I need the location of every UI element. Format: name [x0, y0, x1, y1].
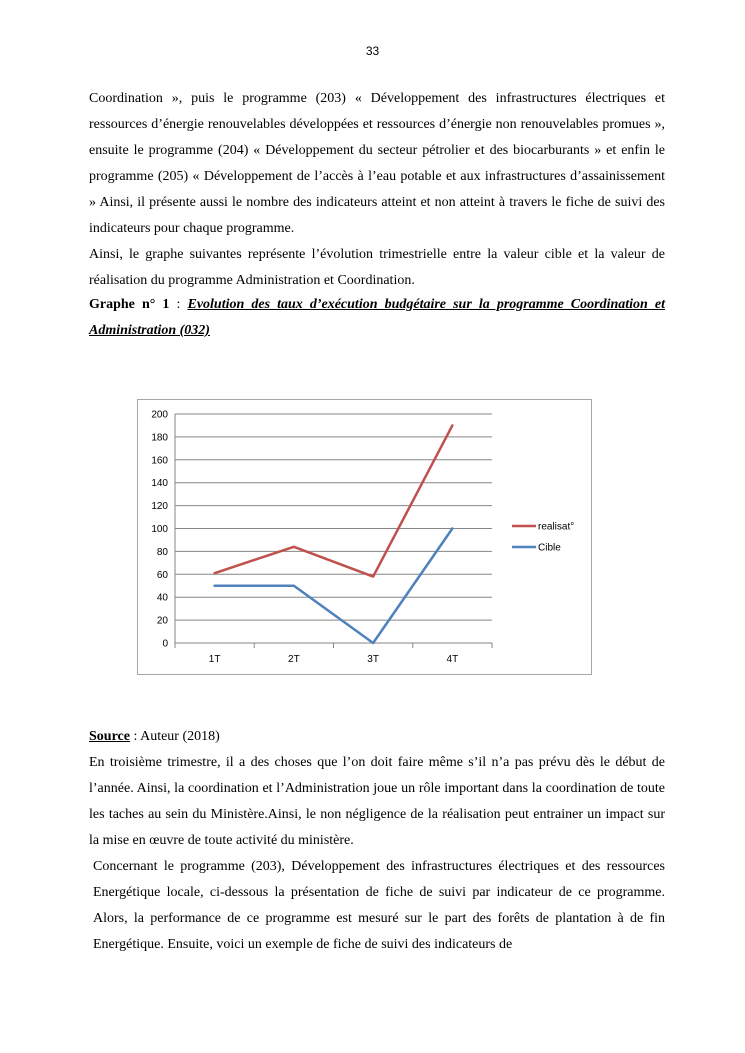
legend-label: Cible [538, 542, 561, 554]
y-tick-label: 180 [151, 432, 168, 444]
chart-canvas [138, 400, 593, 676]
y-tick-label: 20 [156, 615, 168, 627]
paragraph-3: En troisième trimestre, il a des choses que l’on doit faire même s’il n’a pas prévu dès le début de l’année. Ainsi, la coordination et l’Administration joue un rôle important dans la coordination de toute les taches au sein du Ministère.Ainsi, le non négligence de la réalisation peut entrainer un impact sur la mise en œuvre de toute activité du ministère. [89, 755, 665, 848]
y-tick-label: 100 [151, 524, 168, 535]
x-tick-label: 2T [288, 654, 300, 665]
series-line-cible [215, 529, 453, 644]
caption-title: Evolution des taux d’exécution budgétaire sur la programme Coordination et Administration (032) [89, 297, 665, 338]
y-tick-label: 80 [156, 546, 168, 558]
source-text: : Auteur (2018) [129, 729, 220, 744]
source-label: Source [89, 729, 130, 744]
paragraph-2: Ainsi, le graphe suivantes représente l’évolution trimestrielle entre la valeur cible et la valeur de réalisation du programme Administration et Coordination. [89, 247, 665, 288]
x-tick-label: 3T [367, 654, 379, 665]
page-number: 33 [365, 44, 380, 58]
x-tick-label: 4T [446, 654, 459, 665]
y-tick-label: 160 [151, 455, 168, 467]
y-tick-label: 140 [151, 478, 168, 490]
y-tick-label: 60 [156, 569, 168, 581]
caption-label: Graphe n° 1 [89, 297, 170, 312]
legend-label: realisat° [538, 521, 575, 533]
y-tick-label: 40 [156, 592, 168, 604]
figure-caption [89, 292, 665, 344]
paragraph-4: Concernant le programme (203), Développement des infrastructures électriques et des ressources Energétique locale, ci-dessous la présentation de fiche de suivi par indicateur de ce programme. Alors, la performance de ce programme est mesuré sur le part des forêts de plantation à de fin Energétique. Ensuite, voici un exemple de fiche de suivi des indicateurs de [93, 859, 665, 952]
paragraph-1: Coordination », puis le programme (203) « Développement des infrastructures électriques et ressources d’énergie renouvelables développées et ressources d’énergie non renouvelables promues », ensuite le programme (204) « Développement du secteur pétrolier et des biocarburants » et enfin le programme (205) « Développement de l’accès à l’eau potable et aux infrastructures d’assainissement » Ainsi, il présente aussi le nombre des indicateurs atteint et non atteint à travers le fiche de suivi des indicateurs pour chaque programme. [89, 91, 665, 236]
series-line-realisation [215, 425, 453, 576]
y-tick-label: 200 [151, 409, 168, 421]
body-text-bottom [89, 724, 665, 958]
line-chart [137, 399, 592, 675]
y-tick-label: 0 [162, 638, 168, 650]
x-tick-label: 1T [208, 654, 221, 665]
body-text-top [89, 86, 665, 294]
source-line [89, 724, 665, 750]
y-tick-label: 120 [151, 501, 168, 513]
caption-separator: : [169, 297, 188, 312]
